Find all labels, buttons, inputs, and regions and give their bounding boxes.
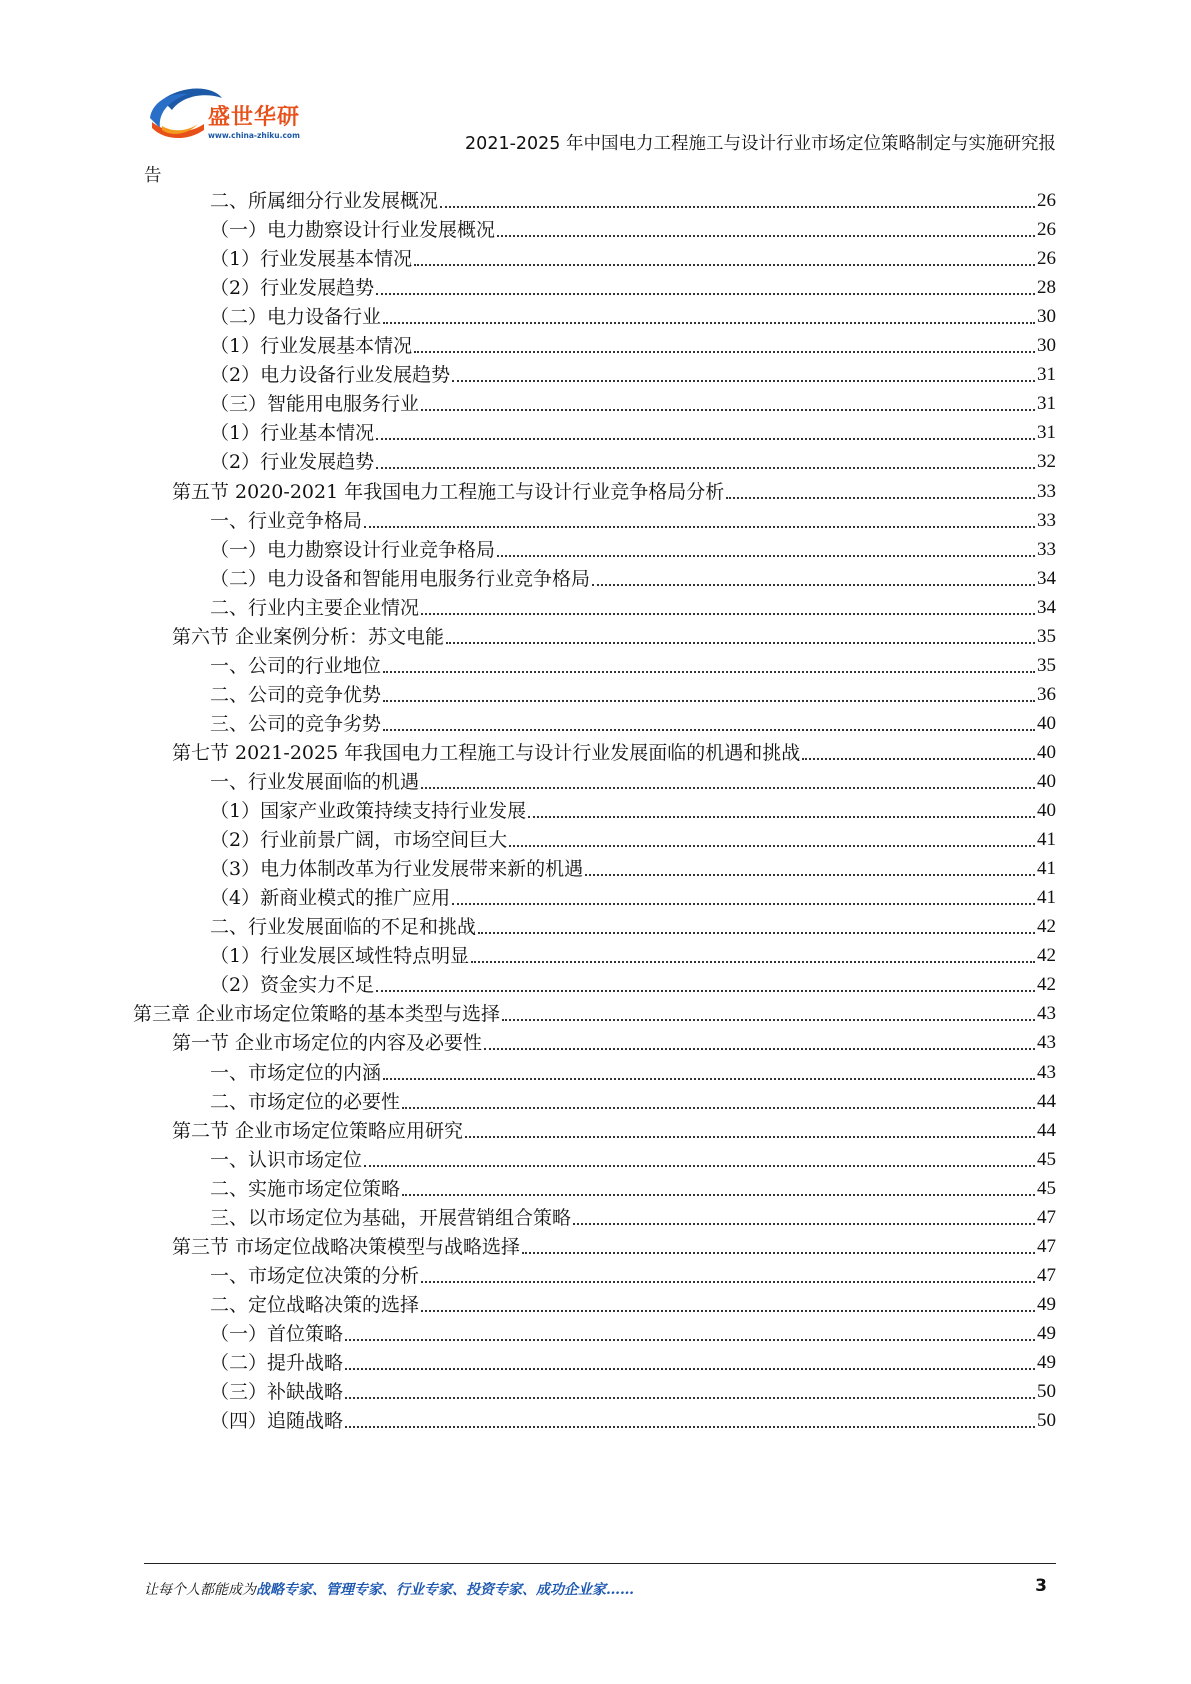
toc-entry[interactable] (210, 762, 1056, 793)
toc-entry-page: 47 (1037, 1264, 1056, 1286)
toc-entry-title: 二、行业发展面临的不足和挑战 (210, 916, 477, 939)
toc-entry[interactable] (210, 530, 1056, 561)
toc-leader-dots (364, 1164, 1035, 1167)
toc-leader-dots (402, 1193, 1035, 1196)
toc-entry[interactable] (210, 1053, 1056, 1084)
toc-entry-title: （2）行业发展趋势 (210, 277, 375, 300)
toc-leader-dots (383, 699, 1035, 702)
toc-entry[interactable] (210, 268, 1056, 299)
toc-entry-page: 40 (1037, 771, 1056, 792)
toc-entry-page: 40 (1037, 712, 1056, 734)
toc-leader-dots (421, 1280, 1035, 1283)
toc-entry[interactable] (210, 413, 1056, 444)
toc-leader-dots (502, 1018, 1035, 1021)
toc-entry-page: 45 (1037, 1177, 1056, 1199)
toc-entry-page: 42 (1037, 945, 1056, 967)
toc-entry[interactable] (210, 1314, 1056, 1345)
toc-entry[interactable] (172, 1023, 1056, 1054)
toc-entry[interactable] (210, 501, 1056, 532)
toc-entry-page: 35 (1037, 625, 1056, 647)
toc-entry-page: 30 (1037, 335, 1056, 357)
toc-leader-dots (414, 350, 1035, 353)
toc-entry[interactable] (210, 559, 1056, 590)
toc-entry-page: 49 (1037, 1322, 1056, 1344)
toc-entry-page: 44 (1037, 1119, 1056, 1141)
toc-entry-page: 49 (1037, 1352, 1056, 1373)
toc-entry[interactable] (210, 849, 1056, 880)
toc-entry[interactable] (210, 1401, 1056, 1432)
toc-leader-dots (345, 1396, 1035, 1399)
toc-entry-title: 二、实施市场定位策略 (210, 1177, 401, 1200)
toc-leader-dots (383, 728, 1035, 731)
toc-entry[interactable] (210, 384, 1056, 415)
toc-entry-title: （2）行业前景广阔，市场空间巨大 (210, 829, 508, 852)
toc-entry-title: （1）行业基本情况 (210, 422, 375, 445)
toc-leader-dots (592, 583, 1035, 586)
toc-entry-page: 41 (1037, 829, 1056, 851)
toc-entry-title: 第七节 2021-2025 年我国电力工程施工与设计行业发展面临的机遇和挑战 (172, 741, 801, 764)
toc-entry[interactable] (172, 733, 1056, 764)
toc-leader-dots (421, 408, 1035, 411)
toc-leader-dots (802, 757, 1035, 760)
toc-entry-title: 第二节 企业市场定位策略应用研究 (172, 1119, 464, 1142)
toc-entry[interactable] (172, 472, 1056, 503)
toc-entry[interactable] (210, 704, 1056, 735)
toc-entry-page: 33 (1037, 538, 1056, 560)
toc-entry[interactable] (210, 936, 1056, 967)
toc-entry-title: 三、以市场定位为基础，开展营销组合策略 (210, 1206, 572, 1229)
toc-entry-page: 42 (1037, 916, 1056, 938)
toc-leader-dots (421, 1309, 1035, 1312)
toc-entry[interactable] (210, 210, 1056, 241)
toc-entry[interactable] (172, 1111, 1056, 1142)
toc-leader-dots (497, 234, 1035, 237)
toc-entry-title: 二、行业内主要企业情况 (210, 596, 420, 619)
report-title-line1: 2021-2025 年中国电力工程施工与设计行业市场定位策略制定与实施研究报 (465, 134, 1056, 154)
toc-entry-page: 41 (1037, 858, 1056, 880)
toc-entry[interactable] (210, 646, 1056, 677)
toc-entry[interactable] (210, 326, 1056, 357)
toc-entry-page: 50 (1037, 1381, 1056, 1403)
footer-slogan-highlight: 战略专家、管理专家、行业专家、投资专家、成功企业家…… (256, 1582, 634, 1598)
toc-entry-page: 42 (1037, 974, 1056, 996)
toc-leader-dots (726, 496, 1035, 499)
toc-leader-dots (383, 670, 1035, 673)
toc-entry-title: 三、公司的竞争劣势 (210, 712, 382, 735)
toc-leader-dots (465, 1135, 1035, 1138)
toc-leader-dots (402, 1106, 1035, 1109)
footer-divider (144, 1563, 1056, 1564)
toc-entry-title: （四）追随战略 (210, 1410, 344, 1433)
toc-entry-page: 43 (1037, 1032, 1056, 1054)
toc-entry-page: 43 (1037, 1061, 1056, 1083)
toc-entry-title: 第五节 2020-2021 年我国电力工程施工与设计行业竞争格局分析 (172, 480, 725, 503)
toc-entry-title: （2）电力设备行业发展趋势 (210, 364, 451, 387)
toc-entry-page: 47 (1037, 1206, 1056, 1228)
toc-leader-dots (376, 292, 1035, 295)
toc-entry-title: 一、市场定位的内涵 (210, 1061, 382, 1084)
toc-entry[interactable] (172, 1227, 1056, 1258)
toc-leader-dots (376, 466, 1035, 469)
toc-entry[interactable] (210, 181, 1056, 212)
toc-leader-dots (345, 1425, 1035, 1428)
toc-entry[interactable] (210, 1082, 1056, 1113)
toc-entry[interactable] (210, 355, 1056, 386)
toc-leader-dots (376, 437, 1035, 440)
footer-slogan-prefix: 让每个人都能成为 (144, 1582, 256, 1598)
toc-entry[interactable] (210, 965, 1056, 996)
toc-entry[interactable] (133, 994, 1056, 1025)
toc-entry-title: 二、所属细分行业发展概况 (210, 190, 439, 212)
toc-entry-title: （二）电力设备和智能用电服务行业竞争格局 (210, 567, 591, 590)
toc-entry-title: （二）电力设备行业 (210, 306, 382, 329)
toc-entry-title: （1）行业发展区域性特点明显 (210, 945, 470, 968)
toc-entry-title: 第一节 企业市场定位的内容及必要性 (172, 1032, 483, 1055)
page-number: 3 (1035, 1576, 1047, 1596)
toc-leader-dots (446, 641, 1035, 644)
toc-entry[interactable] (210, 791, 1056, 822)
toc-entry[interactable] (210, 1140, 1056, 1171)
toc-entry[interactable] (210, 1198, 1056, 1229)
toc-entry-page: 26 (1037, 248, 1056, 270)
toc-entry[interactable] (210, 1343, 1056, 1374)
toc-entry[interactable] (210, 675, 1056, 706)
toc-entry-page: 34 (1037, 596, 1056, 618)
toc-entry-page: 45 (1037, 1148, 1056, 1170)
report-title-line2: 告 (144, 166, 162, 186)
page-header (0, 0, 1191, 190)
toc-entry-page: 26 (1037, 219, 1056, 241)
toc-entry[interactable] (210, 297, 1056, 328)
toc-leader-dots (573, 1222, 1035, 1225)
toc-entry-title: （一）电力勘察设计行业竞争格局 (210, 538, 496, 561)
toc-leader-dots (484, 1047, 1035, 1050)
toc-entry[interactable] (210, 588, 1056, 619)
toc-leader-dots (585, 873, 1035, 876)
toc-entry[interactable] (210, 1285, 1056, 1316)
toc-leader-dots (383, 321, 1035, 324)
toc-entry-title: 第六节 企业案例分析：苏文电能 (172, 625, 445, 648)
toc-entry-title: 二、定位战略决策的选择 (210, 1293, 420, 1316)
toc-leader-dots (522, 1251, 1035, 1254)
toc-leader-dots (414, 263, 1035, 266)
toc-entry-title: 二、市场定位的必要性 (210, 1090, 401, 1113)
toc-leader-dots (383, 1077, 1035, 1080)
toc-entry-page: 31 (1037, 393, 1056, 415)
toc-entry-page: 36 (1037, 683, 1056, 705)
toc-entry-page: 28 (1037, 277, 1056, 299)
toc-leader-dots (345, 1338, 1035, 1341)
toc-entry-page: 40 (1037, 741, 1056, 763)
toc-entry-title: 一、公司的行业地位 (210, 654, 382, 677)
toc-leader-dots (364, 525, 1035, 528)
toc-entry-page: 34 (1037, 567, 1056, 589)
toc-entry-title: 一、行业竞争格局 (210, 509, 363, 532)
toc-entry[interactable] (210, 1256, 1056, 1287)
toc-entry-title: （二）提升战略 (210, 1352, 344, 1374)
toc-entry-title: （三）补缺战略 (210, 1381, 344, 1404)
toc-entry-page: 30 (1037, 306, 1056, 328)
toc-entry-title: （1）行业发展基本情况 (210, 335, 413, 358)
toc-entry-title: 第三节 市场定位战略决策模型与战略选择 (172, 1235, 521, 1258)
toc-entry-page: 33 (1037, 509, 1056, 531)
toc-entry[interactable] (210, 907, 1056, 938)
toc-entry[interactable] (210, 878, 1056, 909)
toc-entry[interactable] (210, 1372, 1056, 1403)
toc-leader-dots (452, 902, 1035, 905)
toc-entry-title: （2）行业发展趋势 (210, 451, 375, 474)
toc-leader-dots (345, 1367, 1035, 1370)
toc-entry-title: （一）首位策略 (210, 1322, 344, 1345)
toc-leader-dots (452, 379, 1035, 382)
toc-entry[interactable] (210, 239, 1056, 270)
toc-entry[interactable] (210, 820, 1056, 851)
toc-entry-page: 50 (1037, 1410, 1056, 1432)
toc-entry-page: 26 (1037, 190, 1056, 211)
toc-leader-dots (376, 989, 1035, 992)
toc-entry[interactable] (210, 1169, 1056, 1200)
toc-entry-page: 40 (1037, 800, 1056, 822)
toc-entry-page: 33 (1037, 480, 1056, 502)
toc-entry-title: 一、行业发展面临的机遇 (210, 771, 420, 793)
toc-entry-title: 第三章 企业市场定位策略的基本类型与选择 (133, 1003, 501, 1026)
toc-entry-title: 一、市场定位决策的分析 (210, 1264, 420, 1287)
toc-entry-title: （3）电力体制改革为行业发展带来新的机遇 (210, 858, 584, 881)
toc-entry-page: 49 (1037, 1293, 1056, 1315)
toc-entry-page: 31 (1037, 364, 1056, 386)
toc-entry-title: （三）智能用电服务行业 (210, 393, 420, 416)
toc-entry-page: 44 (1037, 1090, 1056, 1112)
toc-entry-page: 47 (1037, 1235, 1056, 1257)
toc-leader-dots (528, 815, 1035, 818)
toc-entry-title: 二、公司的竞争优势 (210, 683, 382, 706)
toc-entry-title: （1）国家产业政策持续支持行业发展 (210, 800, 527, 823)
toc-leader-dots (471, 960, 1035, 963)
toc-entry-page: 41 (1037, 887, 1056, 909)
toc-entry-title: （一）电力勘察设计行业发展概况 (210, 219, 496, 242)
toc-leader-dots (421, 612, 1035, 615)
toc-entry-title: （4）新商业模式的推广应用 (210, 887, 451, 910)
toc-entry[interactable] (172, 617, 1056, 648)
toc-leader-dots (509, 844, 1035, 847)
footer-slogan (144, 1579, 634, 1599)
logo-url: www.china-zhiku.com (208, 131, 300, 140)
toc-leader-dots (478, 931, 1035, 934)
toc-entry-page: 43 (1037, 1003, 1056, 1025)
toc-entry-title: （1）行业发展基本情况 (210, 248, 413, 271)
toc-entry-page: 35 (1037, 654, 1056, 676)
toc-entry-title: 一、认识市场定位 (210, 1148, 363, 1171)
toc-leader-dots (497, 554, 1035, 557)
toc-entry[interactable] (210, 442, 1056, 473)
logo-text: 盛世华研 (208, 105, 301, 130)
toc-entry-page: 32 (1037, 451, 1056, 473)
toc-leader-dots (440, 205, 1035, 208)
toc-leader-dots (421, 786, 1035, 789)
toc-entry-page: 31 (1037, 422, 1056, 444)
toc-entry-title: （2）资金实力不足 (210, 974, 375, 997)
